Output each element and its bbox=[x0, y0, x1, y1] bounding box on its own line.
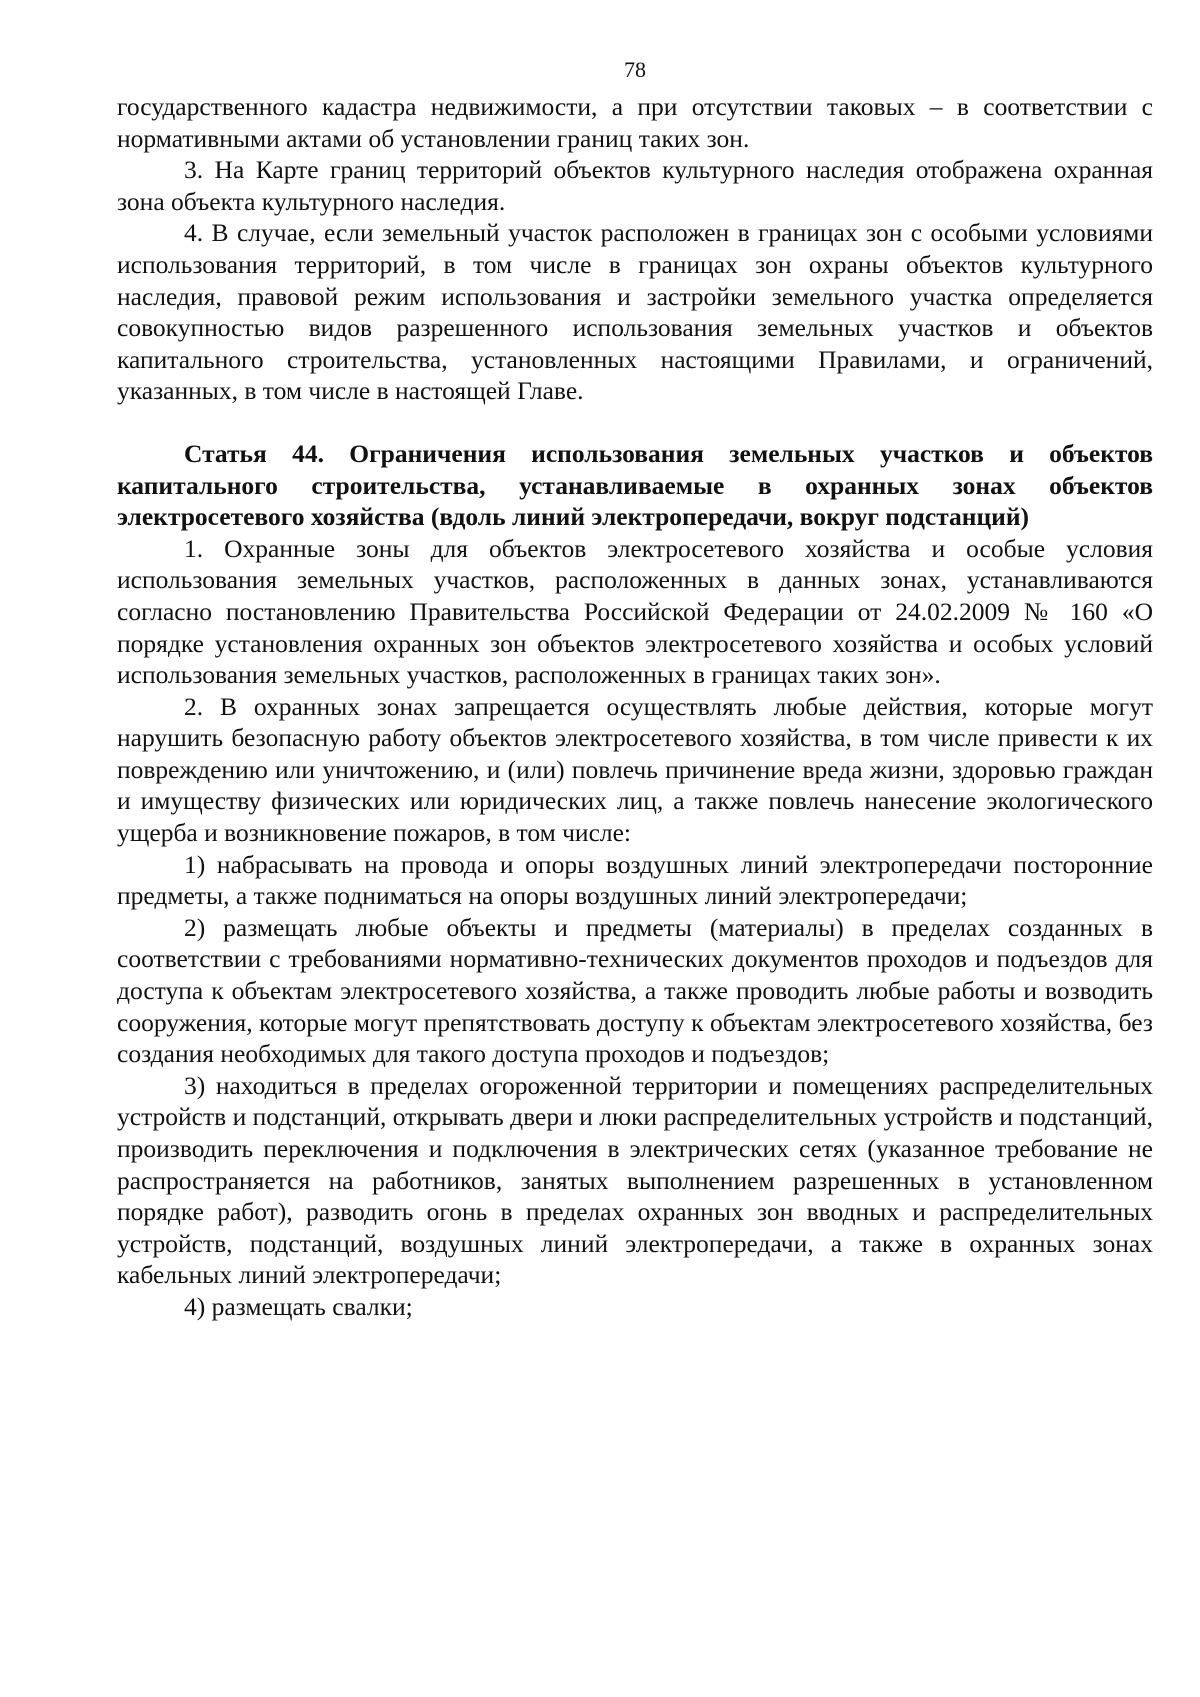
paragraph-continuation: государственного кадастра недвижимости, а при отсутствии таковых – в соответствии с нормативными актами об установлении границ таких зон. bbox=[117, 92, 1153, 153]
paragraph-item-3: 3. На Карте границ территорий объектов культурного наследия отображена охранная зона объекта культурного наследия. bbox=[117, 155, 1153, 216]
article-paragraph-2: 2. В охранных зонах запрещается осуществлять любые действия, которые могут нарушить безопасную работу объектов электросетевого хозяйства, в том числе привести к их повреждению или уничтожению, и (или) повлечь причинение вреда жизни, здоровью граждан и имуществу физических или юридических лиц, а также повлечь нанесение экологического ущерба и возникновение пожаров, в том числе: bbox=[117, 691, 1153, 848]
list-item-3: 3) находиться в пределах огороженной территории и помещениях распределительных устройств и подстанций, открывать двери и люки распределительных устройств и подстанций, производить переключения и подключения в электрических сетях (указанное требование не распространяется на работников, занятых выполнением разрешенных в установленном порядке работ), разводить огонь в пределах охранных зон вводных и распределительных устройств, подстанций, воздушных линий электропередачи, а также в охранных зонах кабельных линий электропередачи; bbox=[117, 1070, 1153, 1290]
article-heading: Статья 44. Ограничения использования земельных участков и объектов капитального строительства, устанавливаемые в охранных зонах объектов электросетевого хозяйства (вдоль линий электропередачи, вокруг подстанций) bbox=[117, 438, 1153, 532]
list-item-2: 2) размещать любые объекты и предметы (материалы) в пределах созданных в соответствии с требованиями нормативно-технических документов проходов и подъездов для доступа к объектам электросетевого хозяйства, а также проводить любые работы и возводить сооружения, которые могут препятствовать доступу к объектам электросетевого хозяйства, без создания необходимых для такого доступа проходов и подъездов; bbox=[117, 912, 1153, 1069]
page-number: 78 bbox=[624, 57, 646, 82]
list-item-1: 1) набрасывать на провода и опоры воздушных линий электропередачи посторонние предметы, а также подниматься на опоры воздушных линий электропередачи; bbox=[117, 849, 1153, 911]
paragraph-item-4: 4. В случае, если земельный участок расположен в границах зон с особыми условиями использования территорий, в том числе в границах зон охраны объектов культурного наследия, правовой режим использования и застройки земельного участка определяется совокупностью видов разрешенного использования земельных участков и объектов капитального строительства, установленных настоящими Правилами, и ограничений, указанных, в том числе в настоящей Главе. bbox=[117, 218, 1153, 406]
article-paragraph-1: 1. Охранные зоны для объектов электросетевого хозяйства и особые условия использования земельных участков, расположенных в данных зонах, устанавливаются согласно постановлению Правительства Российской Федерации от 24.02.2009 № 160 «О порядке установления охранных зон объектов электросетевого хозяйства и особых условий использования земельных участков, расположенных в границах таких зон». bbox=[117, 533, 1153, 690]
list-item-4: 4) размещать свалки; bbox=[184, 1291, 413, 1321]
document-page bbox=[117, 55, 1153, 1323]
